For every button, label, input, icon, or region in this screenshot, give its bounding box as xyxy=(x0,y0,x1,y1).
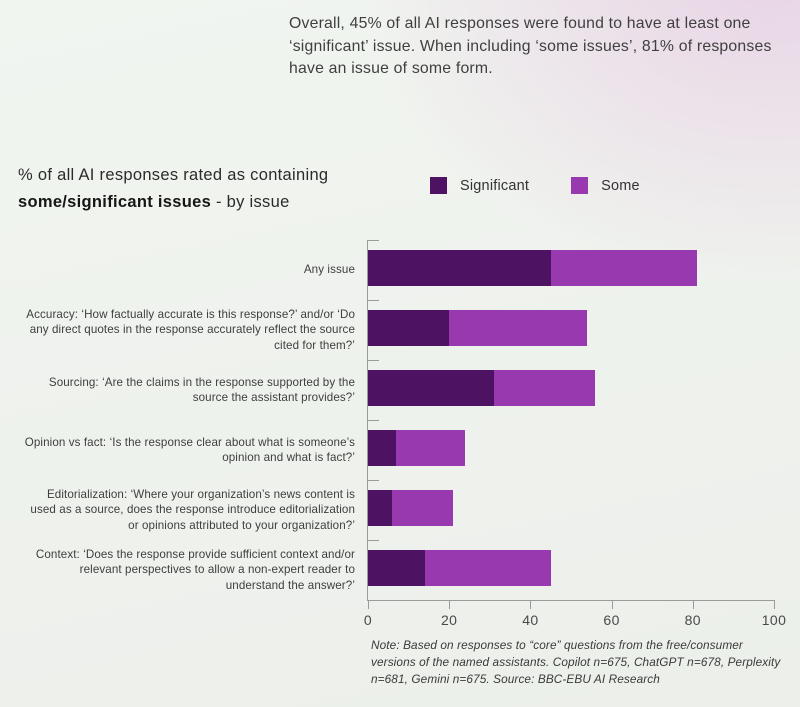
x-axis-tick-label: 0 xyxy=(363,612,373,628)
y-axis-tick xyxy=(368,420,379,421)
category-label: Any issue xyxy=(303,263,355,277)
x-axis-tick xyxy=(612,600,613,609)
bar-segment-some xyxy=(396,430,465,466)
chart-title-line1: % of all AI responses rated as containing xyxy=(18,166,329,184)
x-axis-tick xyxy=(449,600,450,609)
bar-segment-significant xyxy=(368,370,494,406)
bar-row xyxy=(368,430,774,466)
y-axis-tick xyxy=(368,360,379,361)
x-axis-tick-label: 40 xyxy=(522,612,539,628)
x-axis-tick-label: 100 xyxy=(761,612,787,628)
category-labels xyxy=(20,240,355,600)
category-label: Editorialization: ‘Where your organization’s news content is used as a source, does the response introduce editorialization or opinions attributed to your organization?’ xyxy=(30,487,355,532)
legend-label: Significant xyxy=(460,177,530,194)
legend-item-significant xyxy=(430,177,529,194)
y-axis-tick xyxy=(368,480,379,481)
bar-row xyxy=(368,490,774,526)
bar-segment-significant xyxy=(368,250,551,286)
x-axis-tick xyxy=(368,600,369,609)
chart-title-suffix: - by issue xyxy=(211,193,290,211)
x-axis-tick-label: 20 xyxy=(441,612,458,628)
bar-segment-some xyxy=(449,310,587,346)
bar-segment-some xyxy=(494,370,596,406)
source-note: Note: Based on responses to “core” questions from the free/consumer versions of the named assistants. Copilot n=675, ChatGPT n=678, Perplexity n=681, Gemini n=675. Source: BBC-EBU AI Research xyxy=(371,638,781,686)
y-axis-tick xyxy=(368,300,379,301)
bar-row xyxy=(368,250,774,286)
x-axis-tick xyxy=(774,600,775,609)
y-axis-tick xyxy=(368,540,379,541)
x-axis-tick xyxy=(530,600,531,609)
bar-segment-significant xyxy=(368,490,392,526)
chart-title xyxy=(18,162,398,216)
bar-segment-significant xyxy=(368,550,425,586)
intro-text: Overall, 45% of all AI responses were found to have at least one ‘significant’ issue. When including ‘some issues’, 81% of responses have an issue of some form. xyxy=(289,15,772,77)
legend-swatch-icon xyxy=(430,177,447,194)
category-label: Sourcing: ‘Are the claims in the response supported by the source the assistant provides?’ xyxy=(48,375,355,404)
category-label: Accuracy: ‘How factually accurate is this response?’ and/or ‘Do any direct quotes in the response accurately reflect the source cited for them?’ xyxy=(26,307,355,352)
legend xyxy=(430,177,640,194)
bar-row xyxy=(368,310,774,346)
bar-segment-significant xyxy=(368,430,396,466)
chart-title-bold: some/significant issues xyxy=(18,193,212,211)
x-axis-tick xyxy=(693,600,694,609)
plot-area xyxy=(363,240,787,628)
bar-row xyxy=(368,550,774,586)
bar-segment-some xyxy=(425,550,551,586)
bar-row xyxy=(368,370,774,406)
x-axis-tick-label: 80 xyxy=(684,612,701,628)
bar-segment-some xyxy=(551,250,697,286)
category-label: Context: ‘Does the response provide sufficient context and/or relevant perspectives to allow a non-expert reader to understand the answer?’ xyxy=(35,547,355,592)
legend-swatch-icon xyxy=(571,177,588,194)
category-label: Opinion vs fact: ‘Is the response clear about what is someone’s opinion and what is fact?’ xyxy=(24,435,355,464)
bar-segment-significant xyxy=(368,310,449,346)
legend-item-some xyxy=(571,177,640,194)
x-axis-tick-label: 60 xyxy=(603,612,620,628)
legend-label: Some xyxy=(601,177,640,194)
y-axis-tick xyxy=(368,240,379,241)
bar-segment-some xyxy=(392,490,453,526)
